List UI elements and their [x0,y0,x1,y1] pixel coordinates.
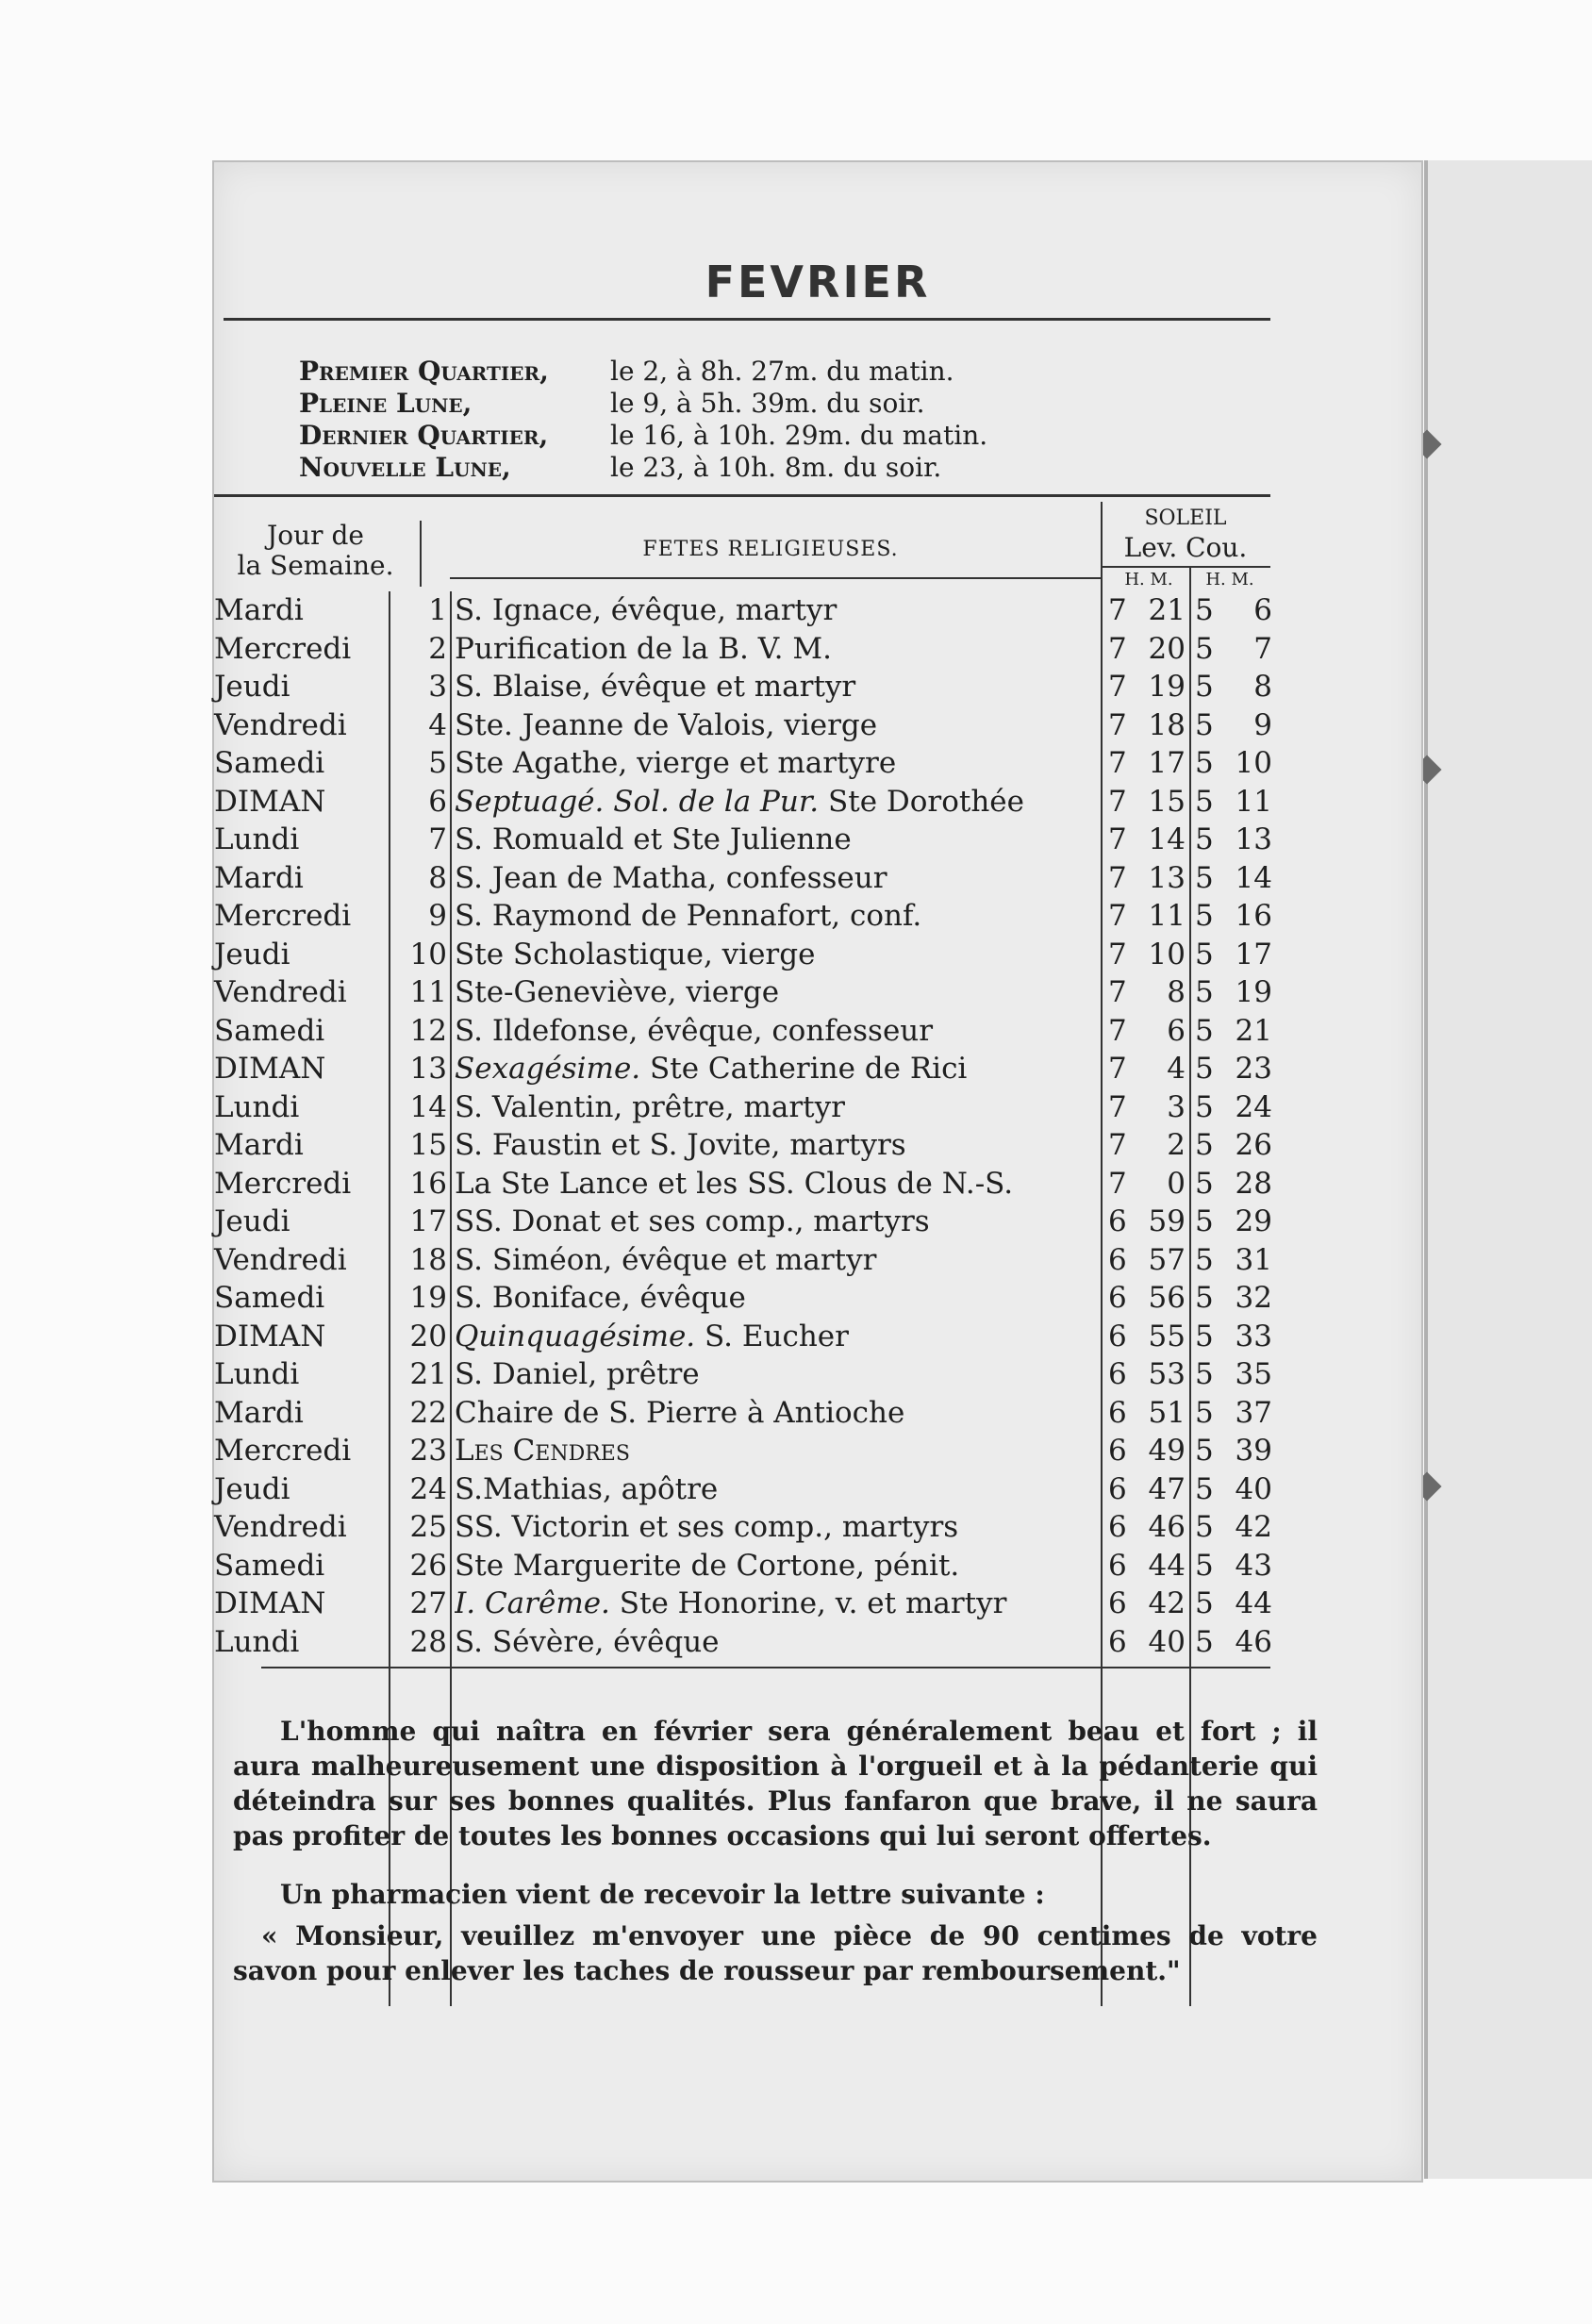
date-cell: 3 [428,670,447,704]
day-cell: Mercredi [214,1166,352,1201]
fete-text: S. Ildefonse, évêque, confesseur [455,1013,934,1048]
fete-text: S. Ignace, évêque, martyr [455,593,837,627]
sunrise-hour: 6 [1108,1510,1127,1544]
sunset-minute: 21 [1235,1013,1272,1048]
table-row [214,1508,1421,1547]
day-cell: Mardi [214,1128,304,1162]
fete-cell [455,859,1105,897]
horoscope-paragraph: L'homme qui naîtra en février sera généralement beau et fort ; il aura malheureusement une disposition à l'orgueil et à la pédanterie qui déteindra sur ses bonnes qualités. Plus fanfaron que brave, il ne saura pas profiter de toutes les bonnes occasions qui lui seront offertes. [233,1716,1318,1851]
fete-text: Ste Honorine, v. et martyr [609,1586,1007,1620]
fete-cell [455,783,1105,821]
sunset-minute: 44 [1235,1586,1272,1620]
date-cell: 24 [409,1471,447,1506]
table-row [214,973,1421,1012]
sunset-hour: 5 [1195,1281,1214,1315]
sunset-minute: 26 [1235,1128,1272,1162]
fete-sunday-title: I. Carême. [455,1586,610,1620]
facing-page-edge [1424,160,1592,2179]
date-cell: 8 [428,860,447,895]
day-cell: Vendredi [214,707,347,742]
fete-sunday-title: Sexagésime. [455,1052,641,1086]
sunset-hour: 5 [1195,707,1214,742]
day-cell: Mardi [214,1395,304,1430]
fete-text: S. Blaise, évêque et martyr [455,670,856,704]
sunset-hour: 5 [1195,860,1214,895]
fete-sunday-title: Septuagé. Sol. de la Pur. [455,784,820,819]
fete-text: Ste-Geneviève, vierge [455,975,780,1009]
date-cell: 13 [409,1052,447,1086]
moon-phase-row [299,388,987,420]
day-cell: Samedi [214,746,325,780]
sunset-minute: 39 [1235,1434,1272,1468]
day-cell: Lundi [214,1357,300,1391]
fete-text: La Ste Lance et les SS. Clous de N.-S. [455,1166,1014,1201]
sunrise-hour: 6 [1108,1434,1127,1468]
header-hm-lever: H. M. [1124,570,1173,589]
fete-cell [455,1355,1105,1393]
header-hm-coucher: H. M. [1205,570,1254,589]
sunrise-hour: 6 [1108,1357,1127,1391]
calendar-rows [214,591,1421,1661]
phase-detail: le 2, à 8h. 27m. du matin. [610,356,954,387]
table-row [214,668,1421,706]
sunset-minute: 43 [1235,1548,1272,1583]
sunset-hour: 5 [1195,1548,1214,1583]
sunrise-hour: 7 [1108,593,1127,627]
sunset-minute: 35 [1235,1357,1272,1391]
sunset-hour: 5 [1195,1128,1214,1162]
hm-rule [1101,566,1270,568]
sunset-minute: 13 [1235,822,1272,856]
fete-text: Ste Catherine de Rici [640,1052,968,1086]
sunset-minute: 7 [1253,631,1272,666]
sunrise-hour: 6 [1108,1319,1127,1353]
phase-detail: le 16, à 10h. 29m. du matin. [610,420,988,451]
phase-detail: le 23, à 10h. 8m. du soir. [610,452,942,483]
sunrise-hour: 7 [1108,670,1127,704]
day-cell: Mercredi [214,899,352,933]
date-cell: 27 [409,1586,447,1620]
sunset-minute: 40 [1235,1471,1272,1506]
fete-text: S. Jean de Matha, confesseur [455,860,887,895]
sunrise-hour: 6 [1108,1624,1127,1659]
sunrise-minute: 21 [1148,593,1186,627]
sunset-minute: 14 [1235,860,1272,895]
fete-text: S.Mathias, apôtre [455,1471,719,1506]
day-cell: DIMAN [214,1319,326,1353]
sunrise-minute: 44 [1148,1548,1186,1583]
moon-phases [299,356,987,484]
fete-cell [455,1050,1105,1087]
sunrise-minute: 15 [1148,784,1186,819]
sunrise-minute: 49 [1148,1434,1186,1468]
fete-text: Ste Scholastique, vierge [455,937,816,971]
table-top-rule [214,494,1270,497]
day-cell: Lundi [214,1089,300,1124]
col-divider [420,521,422,587]
sunrise-minute: 13 [1148,860,1186,895]
sunrise-hour: 6 [1108,1242,1127,1277]
sunset-minute: 23 [1235,1052,1272,1086]
table-row [214,1470,1421,1509]
sunrise-minute: 55 [1148,1319,1186,1353]
fete-cell [455,1241,1105,1279]
table-row [214,783,1421,822]
sunset-minute: 17 [1235,937,1272,971]
date-cell: 25 [409,1510,447,1544]
page-title: FEVRIER [705,257,931,307]
fete-cell [455,1547,1105,1585]
date-cell: 1 [428,593,447,627]
fete-text: Chaire de S. Pierre à Antioche [455,1395,905,1430]
fete-cell [455,1088,1105,1126]
fete-cell [455,1508,1105,1546]
table-row [214,1623,1421,1662]
sunrise-minute: 2 [1167,1128,1186,1162]
sunset-hour: 5 [1195,746,1214,780]
sunrise-minute: 11 [1148,899,1186,933]
fete-text: SS. Victorin et ses comp., martyrs [455,1510,959,1544]
sunset-minute: 9 [1253,707,1272,742]
sunset-hour: 5 [1195,1357,1214,1391]
phase-name: Dernier Quartier, [299,420,549,451]
sunset-minute: 32 [1235,1281,1272,1315]
day-cell: DIMAN [214,784,326,819]
sunset-minute: 29 [1235,1204,1272,1238]
date-cell: 14 [409,1089,447,1124]
sunrise-hour: 6 [1108,1395,1127,1430]
day-cell: Mercredi [214,1434,352,1468]
sunset-minute: 31 [1235,1242,1272,1277]
sunset-minute: 33 [1235,1319,1272,1353]
table-row [214,1088,1421,1127]
fete-text: S. Sévère, évêque [455,1624,720,1659]
day-cell: Jeudi [214,1471,290,1506]
date-cell: 6 [428,784,447,819]
fete-cell [455,1585,1105,1622]
sunrise-minute: 57 [1148,1242,1186,1277]
sunrise-hour: 7 [1108,975,1127,1009]
sunrise-minute: 4 [1167,1052,1186,1086]
date-cell: 21 [409,1357,447,1391]
sunset-minute: 42 [1235,1510,1272,1544]
sunrise-hour: 7 [1108,1013,1127,1048]
anecdote-letter: « Monsieur, veuillez m'envoyer une pièce de 90 centimes de votre savon pour enlever les taches de rousseur par remboursement." [233,1920,1318,1986]
table-row [214,859,1421,898]
sunset-hour: 5 [1195,1166,1214,1201]
table-row [214,630,1421,669]
sunset-hour: 5 [1195,1510,1214,1544]
sunrise-hour: 6 [1108,1204,1127,1238]
fete-cell [455,936,1105,973]
sunrise-hour: 6 [1108,1281,1127,1315]
sunrise-minute: 40 [1148,1624,1186,1659]
sunrise-minute: 19 [1148,670,1186,704]
sunset-minute: 28 [1235,1166,1272,1201]
header-soleil: SOLEIL [1144,506,1227,530]
fete-text: Ste. Jeanne de Valois, vierge [455,707,878,742]
fete-cell [455,973,1105,1011]
sunset-hour: 5 [1195,899,1214,933]
table-row [214,1355,1421,1394]
sunset-hour: 5 [1195,1395,1214,1430]
sunrise-hour: 6 [1108,1471,1127,1506]
sunrise-hour: 7 [1108,1052,1127,1086]
fete-cell [455,1432,1105,1469]
sunset-minute: 10 [1235,746,1272,780]
sunset-hour: 5 [1195,1434,1214,1468]
sunrise-minute: 3 [1167,1089,1186,1124]
day-cell: Mardi [214,860,304,895]
fete-cell [455,1165,1105,1203]
fete-cell [455,591,1105,629]
day-cell: DIMAN [214,1052,326,1086]
table-row [214,706,1421,745]
day-cell: Samedi [214,1013,325,1048]
day-cell: Vendredi [214,1510,347,1544]
day-cell: Vendredi [214,1242,347,1277]
sunset-hour: 5 [1195,975,1214,1009]
table-row [214,1547,1421,1585]
moon-phase-row [299,452,987,484]
sunrise-minute: 14 [1148,822,1186,856]
sunset-hour: 5 [1195,937,1214,971]
header-fetes: FETES RELIGIEUSES. [642,538,899,561]
sunset-minute: 24 [1235,1089,1272,1124]
fete-cell [455,1012,1105,1050]
sunrise-minute: 42 [1148,1586,1186,1620]
fete-text: S. Eucher [695,1319,849,1353]
date-cell: 22 [409,1395,447,1430]
sunrise-hour: 6 [1108,1586,1127,1620]
sunrise-minute: 18 [1148,707,1186,742]
sunset-minute: 19 [1235,975,1272,1009]
sunset-minute: 37 [1235,1395,1272,1430]
table-row [214,897,1421,936]
phase-name: Nouvelle Lune, [299,452,511,483]
fete-text: S. Raymond de Pennafort, conf. [455,899,922,933]
sunrise-hour: 7 [1108,899,1127,933]
table-row [214,591,1421,630]
sunset-minute: 46 [1235,1624,1272,1659]
date-cell: 23 [409,1434,447,1468]
table-row [214,1203,1421,1241]
date-cell: 7 [428,822,447,856]
fete-text: S. Boniface, évêque [455,1281,746,1315]
table-row [214,1050,1421,1088]
fete-cell [455,1126,1105,1164]
sunrise-minute: 17 [1148,746,1186,780]
fete-text: Ste Marguerite de Cortone, pénit. [455,1548,960,1583]
sunset-hour: 5 [1195,1089,1214,1124]
table-row [214,1241,1421,1280]
phase-name: Pleine Lune, [299,388,473,419]
title-rule [224,318,1270,321]
sunset-minute: 16 [1235,899,1272,933]
sunrise-hour: 7 [1108,707,1127,742]
sunset-hour: 5 [1195,784,1214,819]
date-cell: 18 [409,1242,447,1277]
sunrise-minute: 51 [1148,1395,1186,1430]
day-cell: Samedi [214,1548,325,1583]
header-jour [214,521,417,581]
fete-text: S. Valentin, prêtre, martyr [455,1089,845,1124]
fete-text: S. Faustin et S. Jovite, martyrs [455,1128,906,1162]
fete-cell [455,1470,1105,1508]
day-cell: Mardi [214,593,304,627]
table-row [214,1012,1421,1051]
date-cell: 4 [428,707,447,742]
table-row [214,1585,1421,1623]
table-row [214,1279,1421,1318]
sunrise-hour: 6 [1108,1548,1127,1583]
day-cell: Jeudi [214,670,290,704]
header-jour-line2: la Semaine. [237,550,394,581]
date-cell: 12 [409,1013,447,1048]
table-row [214,1394,1421,1433]
header-rule [450,577,1103,579]
sunrise-minute: 56 [1148,1281,1186,1315]
fete-cell [455,630,1105,668]
sunrise-minute: 20 [1148,631,1186,666]
sunset-hour: 5 [1195,1471,1214,1506]
sunrise-minute: 6 [1167,1013,1186,1048]
sunset-hour: 5 [1195,822,1214,856]
date-cell: 5 [428,746,447,780]
fete-cell [455,744,1105,782]
fete-text: Ste Dorothée [819,784,1025,819]
day-cell: Lundi [214,822,300,856]
sunset-hour: 5 [1195,1204,1214,1238]
day-cell: Lundi [214,1624,300,1659]
date-cell: 26 [409,1548,447,1583]
phase-detail: le 9, à 5h. 39m. du soir. [610,388,925,419]
date-cell: 15 [409,1128,447,1162]
fete-text: Purification de la B. V. M. [455,631,832,666]
sunrise-hour: 7 [1108,1128,1127,1162]
fete-cell [455,1203,1105,1240]
sunrise-minute: 53 [1148,1357,1186,1391]
table-bottom-rule [261,1667,1270,1668]
date-cell: 11 [409,975,447,1009]
fete-text: SS. Donat et ses comp., martyrs [455,1204,930,1238]
day-cell: Jeudi [214,1204,290,1238]
header-jour-line1: Jour de [267,520,364,551]
sunset-hour: 5 [1195,593,1214,627]
sunrise-hour: 7 [1108,1166,1127,1201]
fete-sunday-title: Quinquagésime. [455,1319,696,1353]
sunset-hour: 5 [1195,1319,1214,1353]
table-row [214,1432,1421,1470]
sunset-hour: 5 [1195,1013,1214,1048]
header-lev-cou: Lev. Cou. [1123,532,1248,563]
sunset-hour: 5 [1195,670,1214,704]
table-row [214,821,1421,859]
sunset-hour: 5 [1195,1052,1214,1086]
date-cell: 2 [428,631,447,666]
sunrise-minute: 47 [1148,1471,1186,1506]
day-cell: Vendredi [214,975,347,1009]
fete-smallcaps: Les Cendres [455,1434,630,1468]
fete-cell [455,1623,1105,1661]
sunrise-minute: 46 [1148,1510,1186,1544]
sunrise-hour: 7 [1108,822,1127,856]
fete-cell [455,668,1105,706]
date-cell: 19 [409,1281,447,1315]
sunrise-minute: 0 [1167,1166,1186,1201]
date-cell: 20 [409,1319,447,1353]
fete-cell [455,1394,1105,1432]
sunrise-hour: 7 [1108,631,1127,666]
fete-cell [455,1279,1105,1317]
fete-cell [455,821,1105,858]
day-cell: DIMAN [214,1586,326,1620]
fete-text: Ste Agathe, vierge et martyre [455,746,897,780]
date-cell: 9 [428,899,447,933]
sunrise-hour: 7 [1108,784,1127,819]
table-row [214,1165,1421,1204]
sunset-hour: 5 [1195,1586,1214,1620]
sunrise-minute: 10 [1148,937,1186,971]
sunrise-hour: 7 [1108,746,1127,780]
fete-cell [455,1318,1105,1355]
date-cell: 17 [409,1204,447,1238]
phase-name: Premier Quartier, [299,356,549,387]
sunset-minute: 6 [1253,593,1272,627]
sunrise-hour: 7 [1108,860,1127,895]
fete-cell [455,706,1105,744]
sunrise-hour: 7 [1108,937,1127,971]
sunrise-hour: 7 [1108,1089,1127,1124]
fete-cell [455,897,1105,935]
moon-phase-row [299,420,987,452]
sunrise-minute: 8 [1167,975,1186,1009]
sunset-minute: 11 [1235,784,1272,819]
date-cell: 28 [409,1624,447,1659]
fete-text: S. Daniel, prêtre [455,1357,700,1391]
fete-text: S. Siméon, évêque et martyr [455,1242,877,1277]
sunset-hour: 5 [1195,1624,1214,1659]
table-row [214,744,1421,783]
sunset-hour: 5 [1195,631,1214,666]
table-row [214,1318,1421,1356]
date-cell: 16 [409,1166,447,1201]
day-cell: Jeudi [214,937,290,971]
sunrise-minute: 59 [1148,1204,1186,1238]
anecdote-intro: Un pharmacien vient de recevoir la lettre suivante : [280,1879,1045,1910]
table-row [214,936,1421,974]
moon-phase-row [299,356,987,388]
sunset-minute: 8 [1253,670,1272,704]
day-cell: Mercredi [214,631,352,666]
table-row [214,1126,1421,1165]
fete-text: S. Romuald et Ste Julienne [455,822,852,856]
day-cell: Samedi [214,1281,325,1315]
sunset-hour: 5 [1195,1242,1214,1277]
almanac-page [212,160,1423,2183]
date-cell: 10 [409,937,447,971]
